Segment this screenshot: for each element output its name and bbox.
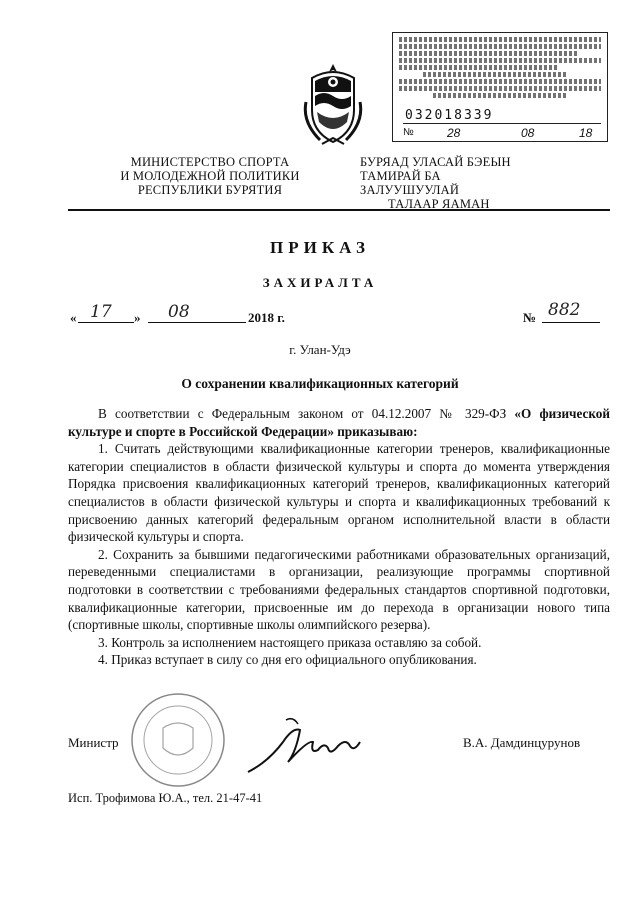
intro-paragraph: В соответствии с Федеральным законом от 04.12.2007 № 329-ФЗ «О физической культуре и спорте в Российской Федерации» приказываю: (68, 406, 610, 439)
registration-date: № 28 08 18 (403, 126, 593, 140)
order-year: 2018 г. (248, 310, 285, 325)
list-item: 2. Сохранить за бывшими педагогическими работниками образовательных организаций, переведенными специалистами в организации, реализующие программы спортивной подготовки в соответствии с требованиями федеральных стандартов спортивной подготовки, квалификационные категории, присвоенные им до перехода в организации нового типа (спортивные школы, спортивные школы олимпийского резерва). (68, 546, 610, 633)
header-divider (68, 209, 610, 211)
document-title: ПРИКАЗ (270, 238, 370, 257)
coat-of-arms-emblem (300, 62, 366, 146)
city-line: г. Улан-Удэ (289, 342, 351, 357)
list-item: 3. Контроль за исполнением настоящего приказа оставляю за собой. (98, 634, 482, 650)
signatory-title: Министр (68, 735, 119, 750)
document-title-buryat: ЗАХИРАЛТА (262, 275, 378, 290)
signatory-name: В.А. Дамдинцурунов (463, 735, 581, 750)
handwritten-signature (238, 712, 368, 782)
order-subject: О сохранении квалификационных категорий (181, 376, 459, 391)
order-month: 08 (168, 302, 190, 322)
list-item: 4. Приказ вступает в силу со дня его официального опубликования. (98, 652, 477, 668)
order-body (68, 405, 610, 669)
registration-number: 032018339 (403, 109, 601, 124)
order-number: 882 (548, 300, 581, 320)
registration-stamp (392, 32, 608, 142)
date-number-row: « 17 » 08 2018 г. № 882 (68, 306, 610, 330)
org-name-russian: МИНИСТЕРСТВО СПОРТА И МОЛОДЕЖНОЙ ПОЛИТИКИ РЕСПУБЛИКИ БУРЯТИЯ (120, 155, 300, 197)
org-name-buryat: БУРЯАД УЛАСАЙ БЭЕЫН ТАМИРАЙ БА ЗАЛУУШУУЛАЙ ТАЛААР ЯАМАН (360, 155, 511, 211)
list-item: 1. Считать действующими квалификационные категории тренеров, квалификационные категории специалистов в области физической культуры и спорта до момента утверждения Порядка присвоения квалификационных категорий тренеров, квалификационных категорий специалистов в области физической культуры и спорта и квалификационных требований к присвоению данных категорий федеральным органом исполнительной власти в области физической культуры и спорта. (68, 441, 610, 545)
order-day: 17 (90, 302, 112, 322)
official-seal (118, 690, 238, 790)
executor-line: Исп. Трофимова Ю.А., тел. 21-47-41 (68, 791, 263, 805)
